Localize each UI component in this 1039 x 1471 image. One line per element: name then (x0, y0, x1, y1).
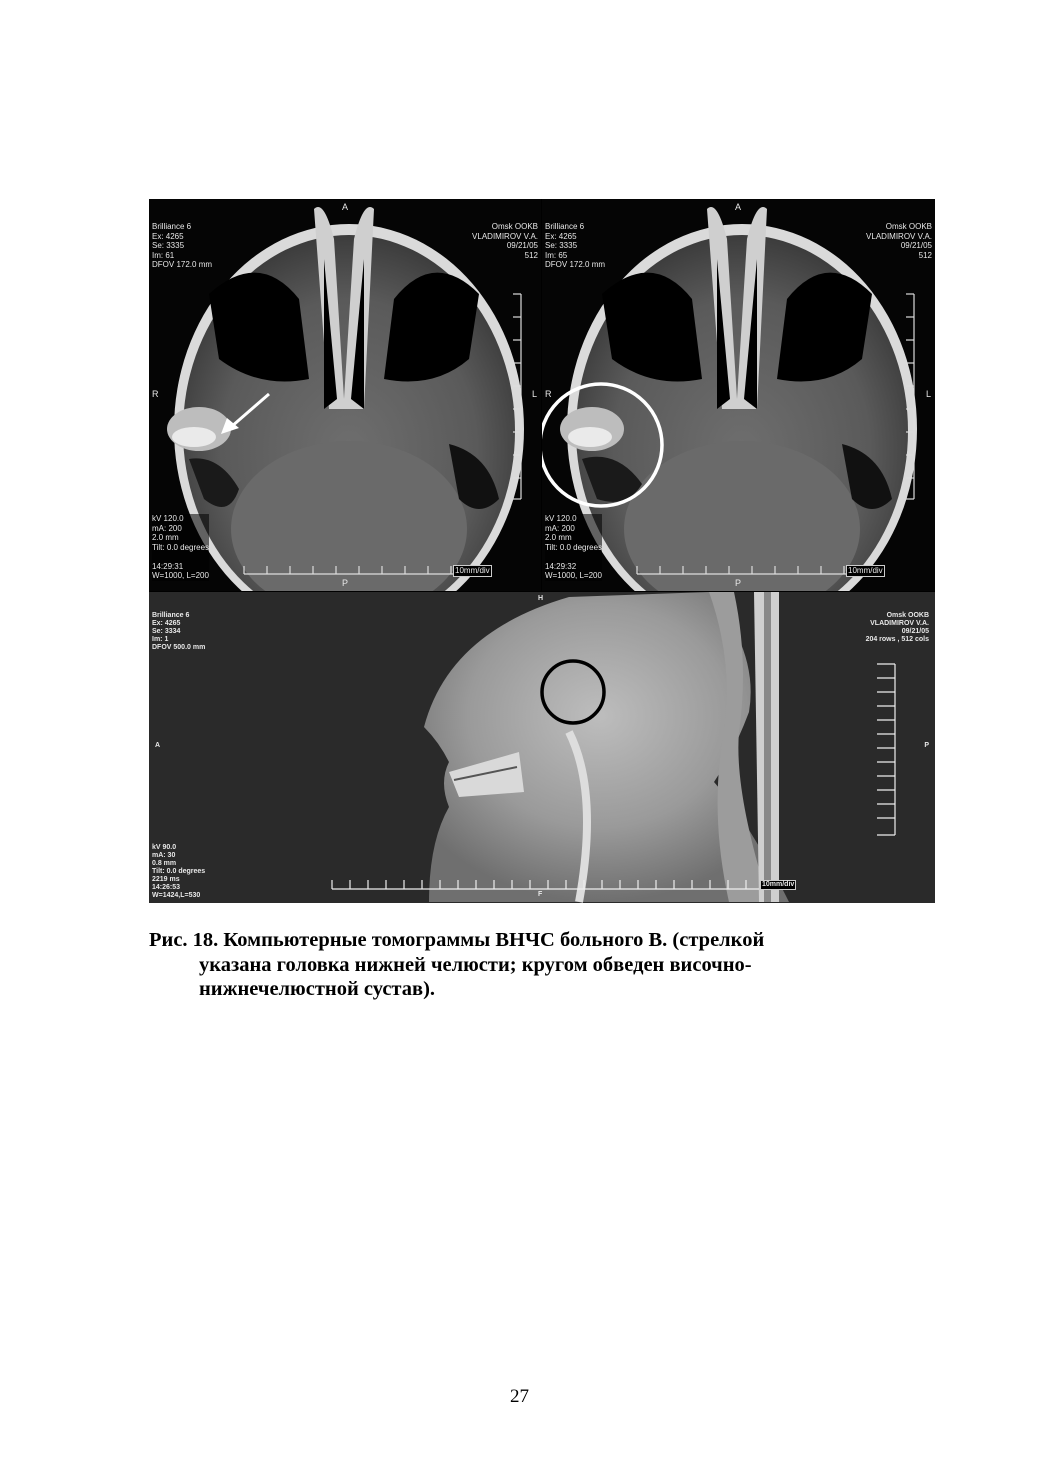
scan-params-bottom-left: kV 90.0 mA: 30 0.8 mm Tilt: 0.0 degrees 2219 ms 14:26:53 W=1424,L=530 (152, 844, 206, 899)
mandibular-condyle (172, 427, 216, 447)
orientation-right: R (152, 389, 159, 399)
orientation-posterior: P (342, 578, 349, 588)
scan-params-bottom-left: kV 120.0 mA: 200 2.0 mm Tilt: 0.0 degrees 14:29:32 W=1000, L=200 (545, 514, 603, 580)
scan-info-top-left: Brilliance 6 Ex: 4265 Se: 3335 Im: 61 DFOV 172.0 mm (152, 222, 213, 269)
orientation-feet: F (538, 891, 543, 898)
scale-label: 10mm/div (848, 566, 883, 575)
ruler-vertical (877, 664, 895, 835)
page-number: 27 (510, 1386, 529, 1407)
orientation-left: L (925, 389, 931, 399)
scan-info-top-right: Omsk OOKB VLADIMIROV V.A. 09/21/05 204 rows , 512 cols (865, 612, 929, 643)
orientation-anterior: A (155, 742, 161, 749)
figure-caption (149, 928, 909, 1002)
axial-ct-scan-left (149, 199, 541, 591)
orientation-left: L (531, 389, 537, 399)
orientation-right: R (545, 389, 552, 399)
orientation-head: H (538, 595, 544, 602)
scan-info-top-right: Omsk OOKB VLADIMIROV V.A. 09/21/05 512 (472, 222, 538, 260)
scan-info-top-right: Omsk OOKB VLADIMIROV V.A. 09/21/05 512 (866, 222, 932, 260)
caption-line-3: нижнечелюстной сустав). (199, 978, 436, 1000)
scale-label: 10mm/div (455, 566, 490, 575)
lateral-scout-image (149, 592, 935, 903)
ct-figure (149, 199, 935, 903)
orientation-posterior: P (924, 742, 929, 749)
scan-info-top-left: Brilliance 6 Ex: 4265 Se: 3335 Im: 65 DFOV 172.0 mm (545, 222, 606, 269)
axial-ct-scan-right (542, 199, 935, 591)
scan-info-top-left: Brilliance 6 Ex: 4265 Se: 3334 Im: 1 DFOV 500.0 mm (152, 612, 206, 651)
caption-line-1: Рис. 18. Компьютерные томограммы ВНЧС больного В. (стрелкой (149, 929, 765, 951)
scan-params-bottom-left: kV 120.0 mA: 200 2.0 mm Tilt: 0.0 degrees 14:29:31 W=1000, L=200 (152, 514, 210, 580)
orientation-anterior: A (735, 202, 742, 212)
caption-line-2: указана головка нижней челюсти; кругом обведен височно- (199, 953, 752, 976)
orientation-posterior: P (735, 578, 742, 588)
scale-label: 10mm/div (762, 881, 795, 888)
lateral-scout-scan (149, 592, 935, 903)
orientation-anterior: A (342, 202, 349, 212)
